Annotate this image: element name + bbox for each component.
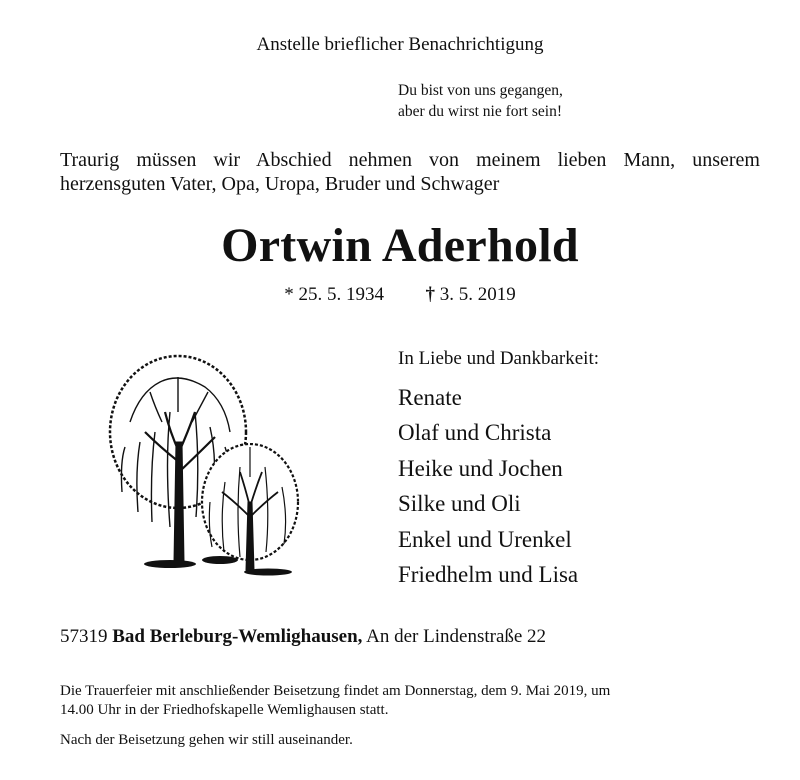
list-item: Enkel und Urenkel xyxy=(398,526,572,552)
list-item: Friedhelm und Lisa xyxy=(398,562,579,588)
list-item: Silke und Oli xyxy=(398,491,521,517)
mourners-list xyxy=(398,380,578,592)
quote-line-2: aber du wirst nie fort sein! xyxy=(398,103,562,120)
list-item: Renate xyxy=(398,385,462,410)
memorial-quote xyxy=(398,80,563,122)
mourners-heading: In Liebe und Dankbarkeit: xyxy=(398,348,600,369)
address-town: Bad Berleburg-Wemlighausen, xyxy=(112,626,363,647)
quote-line-1: Du bist von uns gegangen, xyxy=(398,82,563,99)
death-cross-icon: † xyxy=(425,284,435,305)
life-dates xyxy=(0,284,800,306)
service-info xyxy=(60,682,750,720)
trees-icon xyxy=(100,352,310,577)
death-date: 3. 5. 2019 xyxy=(439,284,516,305)
list-item: Olaf und Christa xyxy=(398,420,552,446)
address xyxy=(60,626,546,648)
service-line-1: Die Trauerfeier mit anschließender Beisetzung findet am Donnerstag, dem 9. Mai 2019, um xyxy=(60,683,611,699)
deceased-name: Ortwin Aderhold xyxy=(221,219,579,272)
intro-line-1: Traurig müssen wir Abschied nehmen von meinem lieben Mann, unserem xyxy=(60,149,760,171)
closing-note: Nach der Beisetzung gehen wir still auseinander. xyxy=(60,732,353,748)
birth-date: 25. 5. 1934 xyxy=(298,284,384,305)
address-postcode: 57319 xyxy=(60,626,108,647)
address-street: An der Lindenstraße 22 xyxy=(366,626,547,647)
birth-symbol: * xyxy=(284,284,294,305)
intro-line-2: herzensguten Vater, Opa, Uropa, Bruder und Schwager xyxy=(60,173,500,195)
notice-heading: Anstelle brieflicher Benachrichtigung xyxy=(256,34,544,55)
service-line-2: 14.00 Uhr in der Friedhofskapelle Wemlighausen statt. xyxy=(60,702,389,718)
list-item: Heike und Jochen xyxy=(398,455,563,481)
intro-text xyxy=(60,148,760,196)
